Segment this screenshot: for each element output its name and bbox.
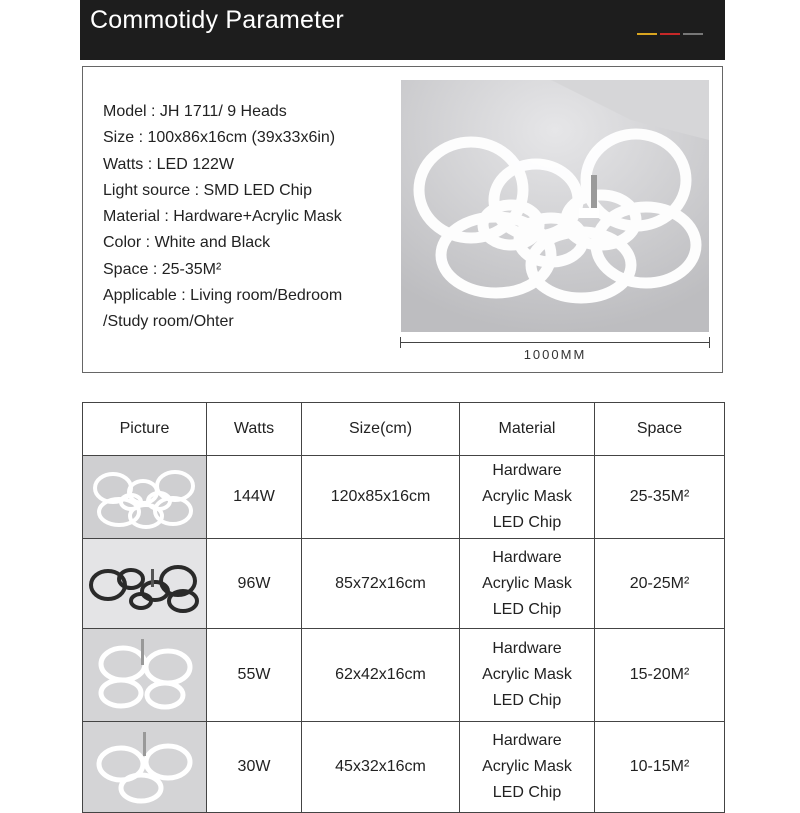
- row-material: [460, 539, 595, 629]
- dimension-label: 1000MM: [523, 347, 587, 362]
- spec-model: Model : JH 1711/ 9 Heads: [103, 103, 287, 120]
- spec-space: Space : 25-35M²: [103, 260, 222, 278]
- accent-dashes: [637, 33, 703, 35]
- row-picture: [83, 629, 207, 722]
- col-header-watts: Watts: [207, 403, 302, 456]
- material-line: Hardware: [492, 732, 562, 749]
- spec-applicable-cont: /Study room/Ohter: [103, 313, 234, 331]
- spec-material: Material : Hardware+Acrylic Mask: [103, 208, 342, 226]
- row-material: [460, 629, 595, 722]
- spec-panel: [82, 66, 723, 373]
- row-size: 120x85x16cm: [302, 456, 460, 539]
- material-line: Acrylic Mask: [482, 488, 572, 505]
- col-header-picture: Picture: [83, 403, 207, 456]
- accent-dash-gold: [637, 33, 657, 35]
- table-row: [83, 539, 725, 629]
- page-title: Commotidy Parameter: [90, 6, 344, 34]
- row-watts: 30W: [207, 722, 302, 813]
- col-header-material: Material: [460, 403, 595, 456]
- material-line: LED Chip: [492, 600, 562, 618]
- row-size: 85x72x16cm: [302, 539, 460, 629]
- accent-dash-gray: [683, 33, 703, 35]
- row-space: 10-15M²: [595, 722, 725, 813]
- material-line: Acrylic Mask: [482, 758, 572, 775]
- col-header-size: Size(cm): [302, 403, 460, 456]
- row-watts: 144W: [207, 456, 302, 539]
- material-line: LED Chip: [492, 692, 562, 709]
- spec-size: Size : 100x86x16cm (39x33x6in): [103, 129, 336, 147]
- row-watts: 96W: [207, 539, 302, 629]
- spec-light-source: Light source : SMD LED Chip: [103, 181, 312, 199]
- row-material: [460, 456, 595, 539]
- lamp-3-heads-white-icon: [83, 722, 206, 812]
- table-row: [83, 722, 725, 813]
- row-picture: [83, 456, 207, 539]
- spec-applicable: Applicable : Living room/Bedroom: [103, 287, 343, 305]
- row-picture: [83, 539, 207, 629]
- material-line: LED Chip: [492, 784, 562, 801]
- material-line: Hardware: [492, 640, 562, 657]
- lamp-9-heads-white-icon: [83, 456, 206, 538]
- row-space: 20-25M²: [595, 539, 725, 629]
- table-row: [83, 629, 725, 722]
- dimension-line: [400, 342, 710, 343]
- table-row: [83, 456, 725, 539]
- row-watts: 55W: [207, 629, 302, 722]
- table-header-row: [83, 403, 725, 456]
- material-line: Acrylic Mask: [482, 574, 572, 592]
- header-bar: [80, 0, 725, 60]
- accent-dash-red: [660, 33, 680, 35]
- product-photo: [401, 80, 709, 332]
- row-space: 15-20M²: [595, 629, 725, 722]
- material-line: Hardware: [492, 548, 562, 566]
- row-space: 25-35M²: [595, 456, 725, 539]
- row-picture: [83, 722, 207, 813]
- row-size: 45x32x16cm: [302, 722, 460, 813]
- models-table: [82, 402, 725, 813]
- spec-color: Color : White and Black: [103, 234, 271, 252]
- lamp-6-heads-black-icon: [83, 539, 206, 628]
- row-material: [460, 722, 595, 813]
- col-header-space: Space: [595, 403, 725, 456]
- spec-list: [103, 99, 342, 336]
- material-line: Acrylic Mask: [482, 666, 572, 683]
- material-line: Hardware: [492, 462, 562, 479]
- row-size: 62x42x16cm: [302, 629, 460, 722]
- lamp-4-heads-white-icon: [83, 629, 206, 721]
- spec-watts: Watts : LED 122W: [103, 155, 234, 173]
- chandelier-icon: [401, 80, 709, 332]
- material-line: LED Chip: [492, 514, 562, 531]
